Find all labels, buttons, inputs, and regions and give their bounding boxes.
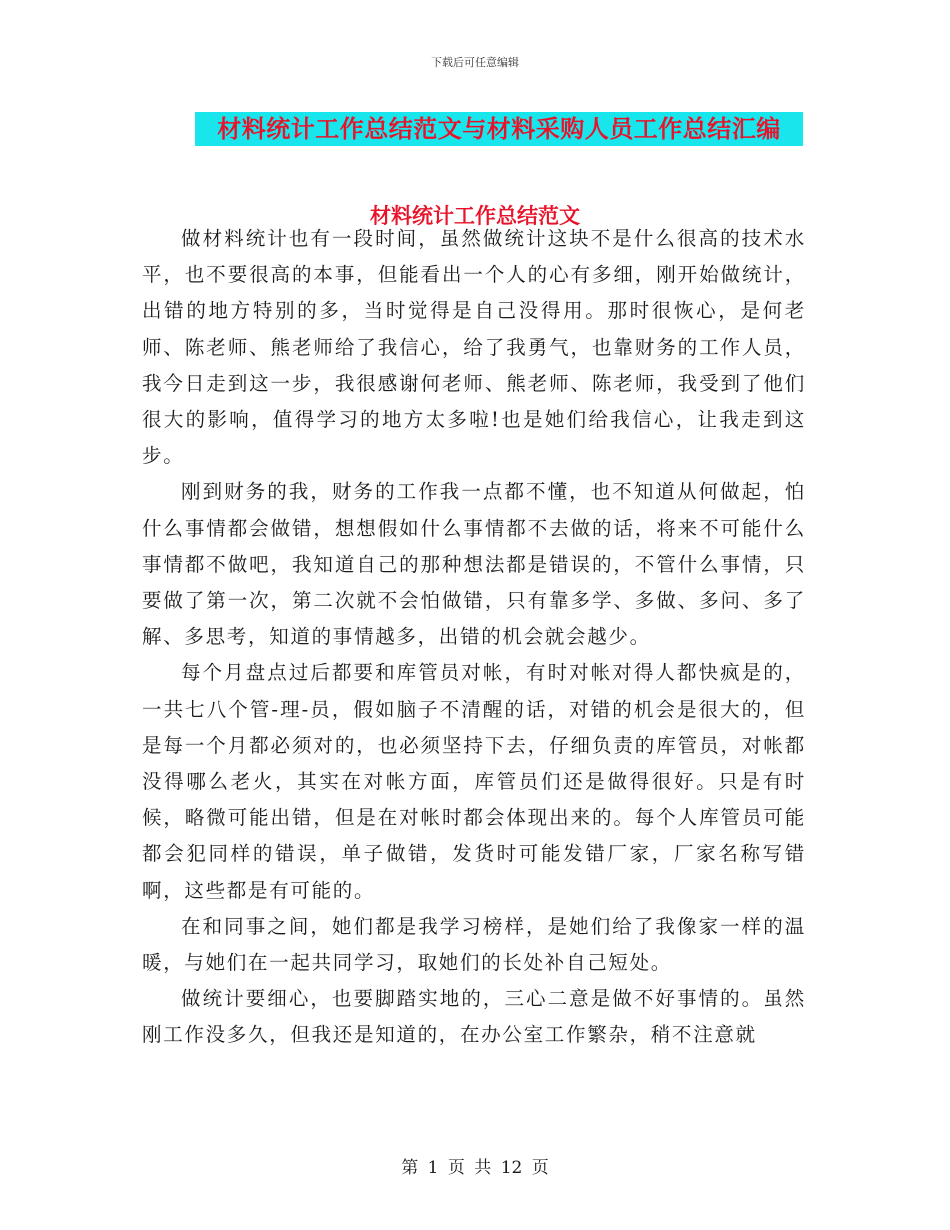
title-highlight [195,112,803,146]
section-title: 材料统计工作总结范文 [370,203,580,228]
document-body [142,221,806,1054]
paragraph: 每个月盘点过后都要和库管员对帐，有时对帐对得人都快疯是的，一共七八个管-理-员，假如脑子不清醒的话，对错的机会是很大的，但是每一个月都必须对的，也必须坚持下去，仔细负责的库管员，对帐都没得哪么老火，其实在对帐方面，库管员们还是做得很好。只是有时候，略微可能出错，但是在对帐时都会体现出来的。每个人库管员可能都会犯同样的错误，单子做错，发货时可能发错厂家，厂家名称写错啊，这些都是有可能的。 [142,661,806,902]
paragraph: 做材料统计也有一段时间，虽然做统计这块不是什么很高的技术水平，也不要很高的本事，但能看出一个人的心有多细，刚开始做统计，出错的地方特别的多，当时觉得是自己没得用。那时很恢心，是何老师、陈老师、熊老师给了我信心，给了我勇气，也靠财务的工作人员，我今日走到这一步，我很感谢何老师、熊老师、陈老师，我受到了他们很大的影响，值得学习的地方太多啦!也是她们给我信心，让我走到这步。 [142,227,806,468]
paragraph: 刚到财务的我，财务的工作我一点都不懂，也不知道从何做起，怕什么事情都会做错，想想假如什么事情都不去做的话，将来不可能什么事情都不做吧，我知道自己的那种想法都是错误的，不管什么事情，只要做了第一次，第二次就不会怕做错，只有靠多学、多做、多问、多了解、多思考，知道的事情越多，出错的机会就会越少。 [142,480,806,649]
paragraph: 在和同事之间，她们都是我学习榜样，是她们给了我像家一样的温暖，与她们在一起共同学习，取她们的长处补自己短处。 [142,914,806,975]
page-footer: 第 1 页 共 12 页 [401,1158,549,1178]
document-title: 材料统计工作总结范文与材料采购人员工作总结汇编 [217,114,781,143]
paragraph: 做统计要细心，也要脚踏实地的，三心二意是做不好事情的。虽然刚工作没多久，但我还是知道的，在办公室工作繁杂，稍不注意就 [142,987,806,1047]
header-note: 下载后可任意编辑 [431,56,519,69]
